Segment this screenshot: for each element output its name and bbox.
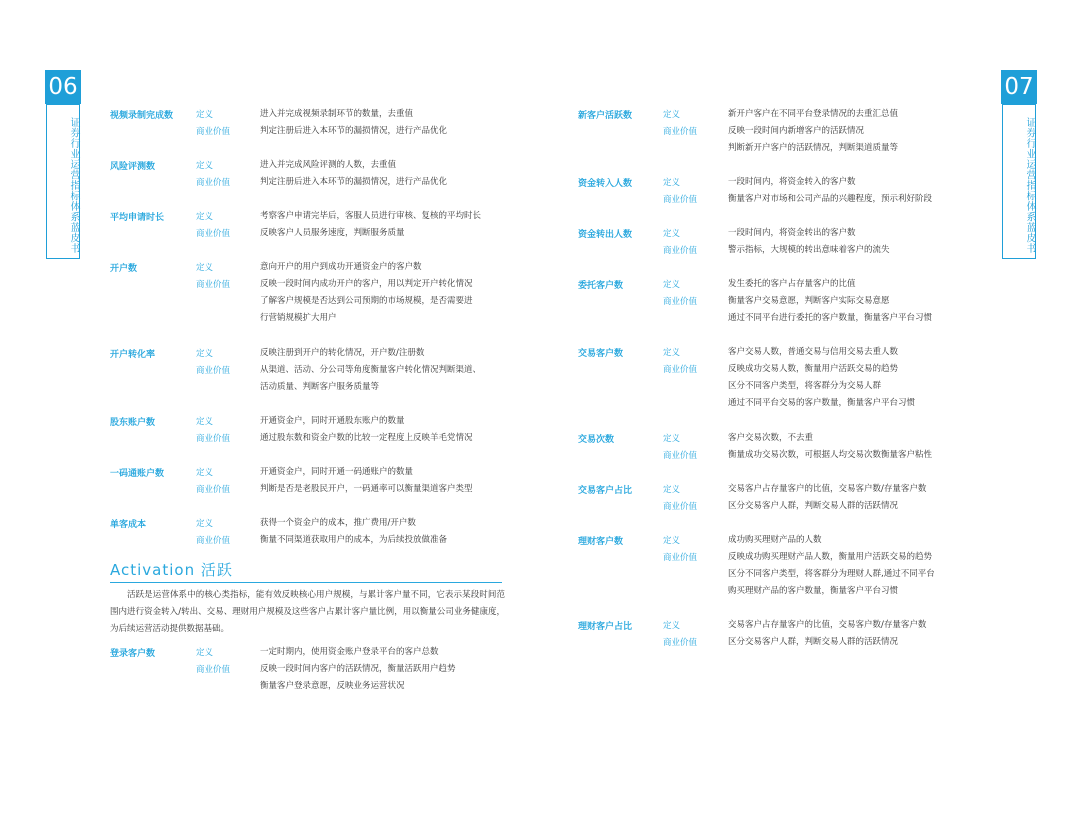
definition-label: 定义 [663, 229, 681, 239]
business-value-text: 判定注册后进入本环节的漏损情况，进行产品优化 [260, 126, 448, 136]
business-value-text: 区分不同客户类型，将客群分为交易人群 [728, 381, 882, 391]
business-value-label: 商业价值 [663, 127, 698, 137]
definition-text: 意向开户的用户到成功开通资金户的客户数 [260, 262, 422, 272]
definition-text: 考察客户申请完毕后，客服人员进行审核、复核的平均时长 [260, 211, 482, 221]
metric-name: 登录客户数 [110, 649, 156, 659]
definition-text: 交易客户占存量客户的比值，交易客户数/存量客户数 [728, 620, 927, 630]
business-value-label: 商业价值 [196, 280, 231, 290]
page-number-right: 07 [1001, 70, 1037, 104]
business-value-text: 反映成功购买理财产品人数，衡量用户活跃交易的趋势 [728, 552, 933, 562]
definition-text: 一段时间内，将资金转入的客户数 [728, 177, 856, 187]
definition-label: 定义 [196, 519, 214, 529]
definition-label: 定义 [196, 263, 214, 273]
business-value-label: 商业价值 [663, 246, 698, 256]
metric-name: 单客成本 [110, 520, 147, 530]
metric-name: 委托客户数 [578, 281, 624, 291]
book-title-left: 证券行业运营指标体系蓝皮书 [46, 104, 80, 259]
metric-name: 理财客户占比 [578, 622, 633, 632]
business-value-text: 购买理财产品的客户数量，衡量客户平台习惯 [728, 586, 899, 596]
definition-text: 一定时期内，使用资金账户登录平台的客户总数 [260, 647, 439, 657]
business-value-text: 反映客户人员服务速度，判断服务质量 [260, 228, 405, 238]
metric-name: 风险评测数 [110, 162, 156, 172]
business-value-text: 判断是否是老股民开户，一码通率可以衡量渠道客户类型 [260, 484, 473, 494]
metric-name: 股东账户数 [110, 418, 156, 428]
definition-text: 开通资金户，同时开通一码通账户的数量 [260, 467, 414, 477]
definition-label: 定义 [663, 621, 681, 631]
definition-text: 发生委托的客户占存量客户的比值 [728, 279, 856, 289]
business-value-label: 商业价值 [663, 451, 698, 461]
metric-name: 资金转入人数 [578, 179, 633, 189]
metric-name: 开户转化率 [110, 350, 156, 360]
business-value-label: 商业价值 [663, 502, 698, 512]
business-value-text: 通过不同平台交易的客户数量，衡量客户平台习惯 [728, 398, 916, 408]
definition-text: 进入并完成视频录制环节的数量，去重值 [260, 109, 414, 119]
business-value-label: 商业价值 [196, 485, 231, 495]
business-value-label: 商业价值 [196, 536, 231, 546]
business-value-text: 反映一段时间内客户的活跃情况，衡量活跃用户趋势 [260, 664, 456, 674]
metric-name: 视频录制完成数 [110, 111, 174, 121]
definition-label: 定义 [663, 434, 681, 444]
business-value-text: 反映一段时间内新增客户的活跃情况 [728, 126, 865, 136]
definition-text: 交易客户占存量客户的比值，交易客户数/存量客户数 [728, 484, 927, 494]
business-value-text: 通过不同平台进行委托的客户数量，衡量客户平台习惯 [728, 313, 933, 323]
business-value-label: 商业价值 [663, 297, 698, 307]
business-value-text: 判定注册后进入本环节的漏损情况，进行产品优化 [260, 177, 448, 187]
definition-label: 定义 [196, 349, 214, 359]
definition-label: 定义 [196, 161, 214, 171]
definition-text: 获得一个资金户的成本，推广费用/开户数 [260, 518, 416, 528]
metric-name: 平均申请时长 [110, 213, 165, 223]
metric-name: 开户数 [110, 264, 138, 274]
business-value-label: 商业价值 [196, 665, 231, 675]
definition-text: 一段时间内，将资金转出的客户数 [728, 228, 856, 238]
definition-label: 定义 [663, 110, 681, 120]
definition-text: 客户交易人数，普通交易与信用交易去重人数 [728, 347, 899, 357]
business-value-text: 行营销规模扩大用户 [260, 313, 337, 323]
metric-name: 交易次数 [578, 435, 615, 445]
definition-label: 定义 [196, 648, 214, 658]
definition-text: 新开户客户在不同平台登录情况的去重汇总值 [728, 109, 899, 119]
business-value-text: 了解客户规模是否达到公司预期的市场规模，是否需要进 [260, 296, 473, 306]
definition-text: 反映注册到开户的转化情况，开户数/注册数 [260, 348, 425, 358]
business-value-text: 区分交易客户人群，判断交易人群的活跃情况 [728, 501, 899, 511]
metric-name: 一码通账户数 [110, 469, 165, 479]
business-value-text: 反映一段时间内成功开户的客户，用以判定开户转化情况 [260, 279, 473, 289]
business-value-text: 区分交易客户人群，判断交易人群的活跃情况 [728, 637, 899, 647]
business-value-label: 商业价值 [663, 638, 698, 648]
definition-label: 定义 [663, 536, 681, 546]
business-value-text: 判断新开户客户的活跃情况，判断渠道质量等 [728, 143, 899, 153]
page-number-left: 06 [45, 70, 81, 104]
definition-label: 定义 [196, 212, 214, 222]
business-value-label: 商业价值 [663, 365, 698, 375]
metric-name: 新客户活跃数 [578, 111, 633, 121]
metric-name: 理财客户数 [578, 537, 624, 547]
business-value-text: 衡量客户登录意愿，反映业务运营状况 [260, 681, 405, 691]
metric-name: 资金转出人数 [578, 230, 633, 240]
definition-text: 开通资金户，同时开通股东账户的数量 [260, 416, 405, 426]
business-value-text: 从渠道、活动、分公司等角度衡量客户转化情况判断渠道、 [260, 365, 482, 375]
definition-label: 定义 [196, 417, 214, 427]
business-value-label: 商业价值 [196, 127, 231, 137]
definition-label: 定义 [663, 485, 681, 495]
business-value-label: 商业价值 [196, 178, 231, 188]
business-value-label: 商业价值 [663, 195, 698, 205]
metric-name: 交易客户占比 [578, 486, 633, 496]
business-value-text: 警示指标，大规模的转出意味着客户的流失 [728, 245, 890, 255]
business-value-label: 商业价值 [196, 366, 231, 376]
definition-text: 成功购买理财产品的人数 [728, 535, 822, 545]
definition-label: 定义 [663, 178, 681, 188]
business-value-text: 反映成功交易人数，衡量用户活跃交易的趋势 [728, 364, 899, 374]
business-value-text: 衡量客户对市场和公司产品的兴趣程度，预示利好阶段 [728, 194, 933, 204]
business-value-text: 活动质量、判断客户服务质量等 [260, 382, 380, 392]
business-value-text: 衡量成功交易次数，可根据人均交易次数衡量客户粘性 [728, 450, 933, 460]
activation-heading: Activation 活跃 [110, 560, 502, 583]
metric-name: 交易客户数 [578, 349, 624, 359]
definition-label: 定义 [196, 110, 214, 120]
business-value-label: 商业价值 [196, 229, 231, 239]
business-value-text: 衡量客户交易意愿，判断客户实际交易意愿 [728, 296, 890, 306]
activation-paragraph: 活跃是运营体系中的核心类指标，能有效反映核心用户规模，与累计客户量不同，它表示某段时间范围内进行资金转入/转出、交易、理财用户规模及这些客户占累计客户量比例，用以衡量公司业务健康度，为后续运营活动提供数据基础。 [110, 590, 505, 634]
business-value-text: 衡量不同渠道获取用户的成本，为后续投放做准备 [260, 535, 448, 545]
definition-text: 客户交易次数，不去重 [728, 433, 814, 443]
definition-text: 进入并完成风险评测的人数，去重值 [260, 160, 397, 170]
definition-label: 定义 [663, 280, 681, 290]
definition-label: 定义 [196, 468, 214, 478]
business-value-label: 商业价值 [663, 553, 698, 563]
book-title-right: 证券行业运营指标体系蓝皮书 [1002, 104, 1036, 259]
business-value-text: 区分不同客户类型，将客群分为理财人群,通过不同平台 [728, 569, 935, 579]
definition-label: 定义 [663, 348, 681, 358]
business-value-label: 商业价值 [196, 434, 231, 444]
business-value-text: 通过股东数和资金户数的比较一定程度上反映羊毛党情况 [260, 433, 473, 443]
